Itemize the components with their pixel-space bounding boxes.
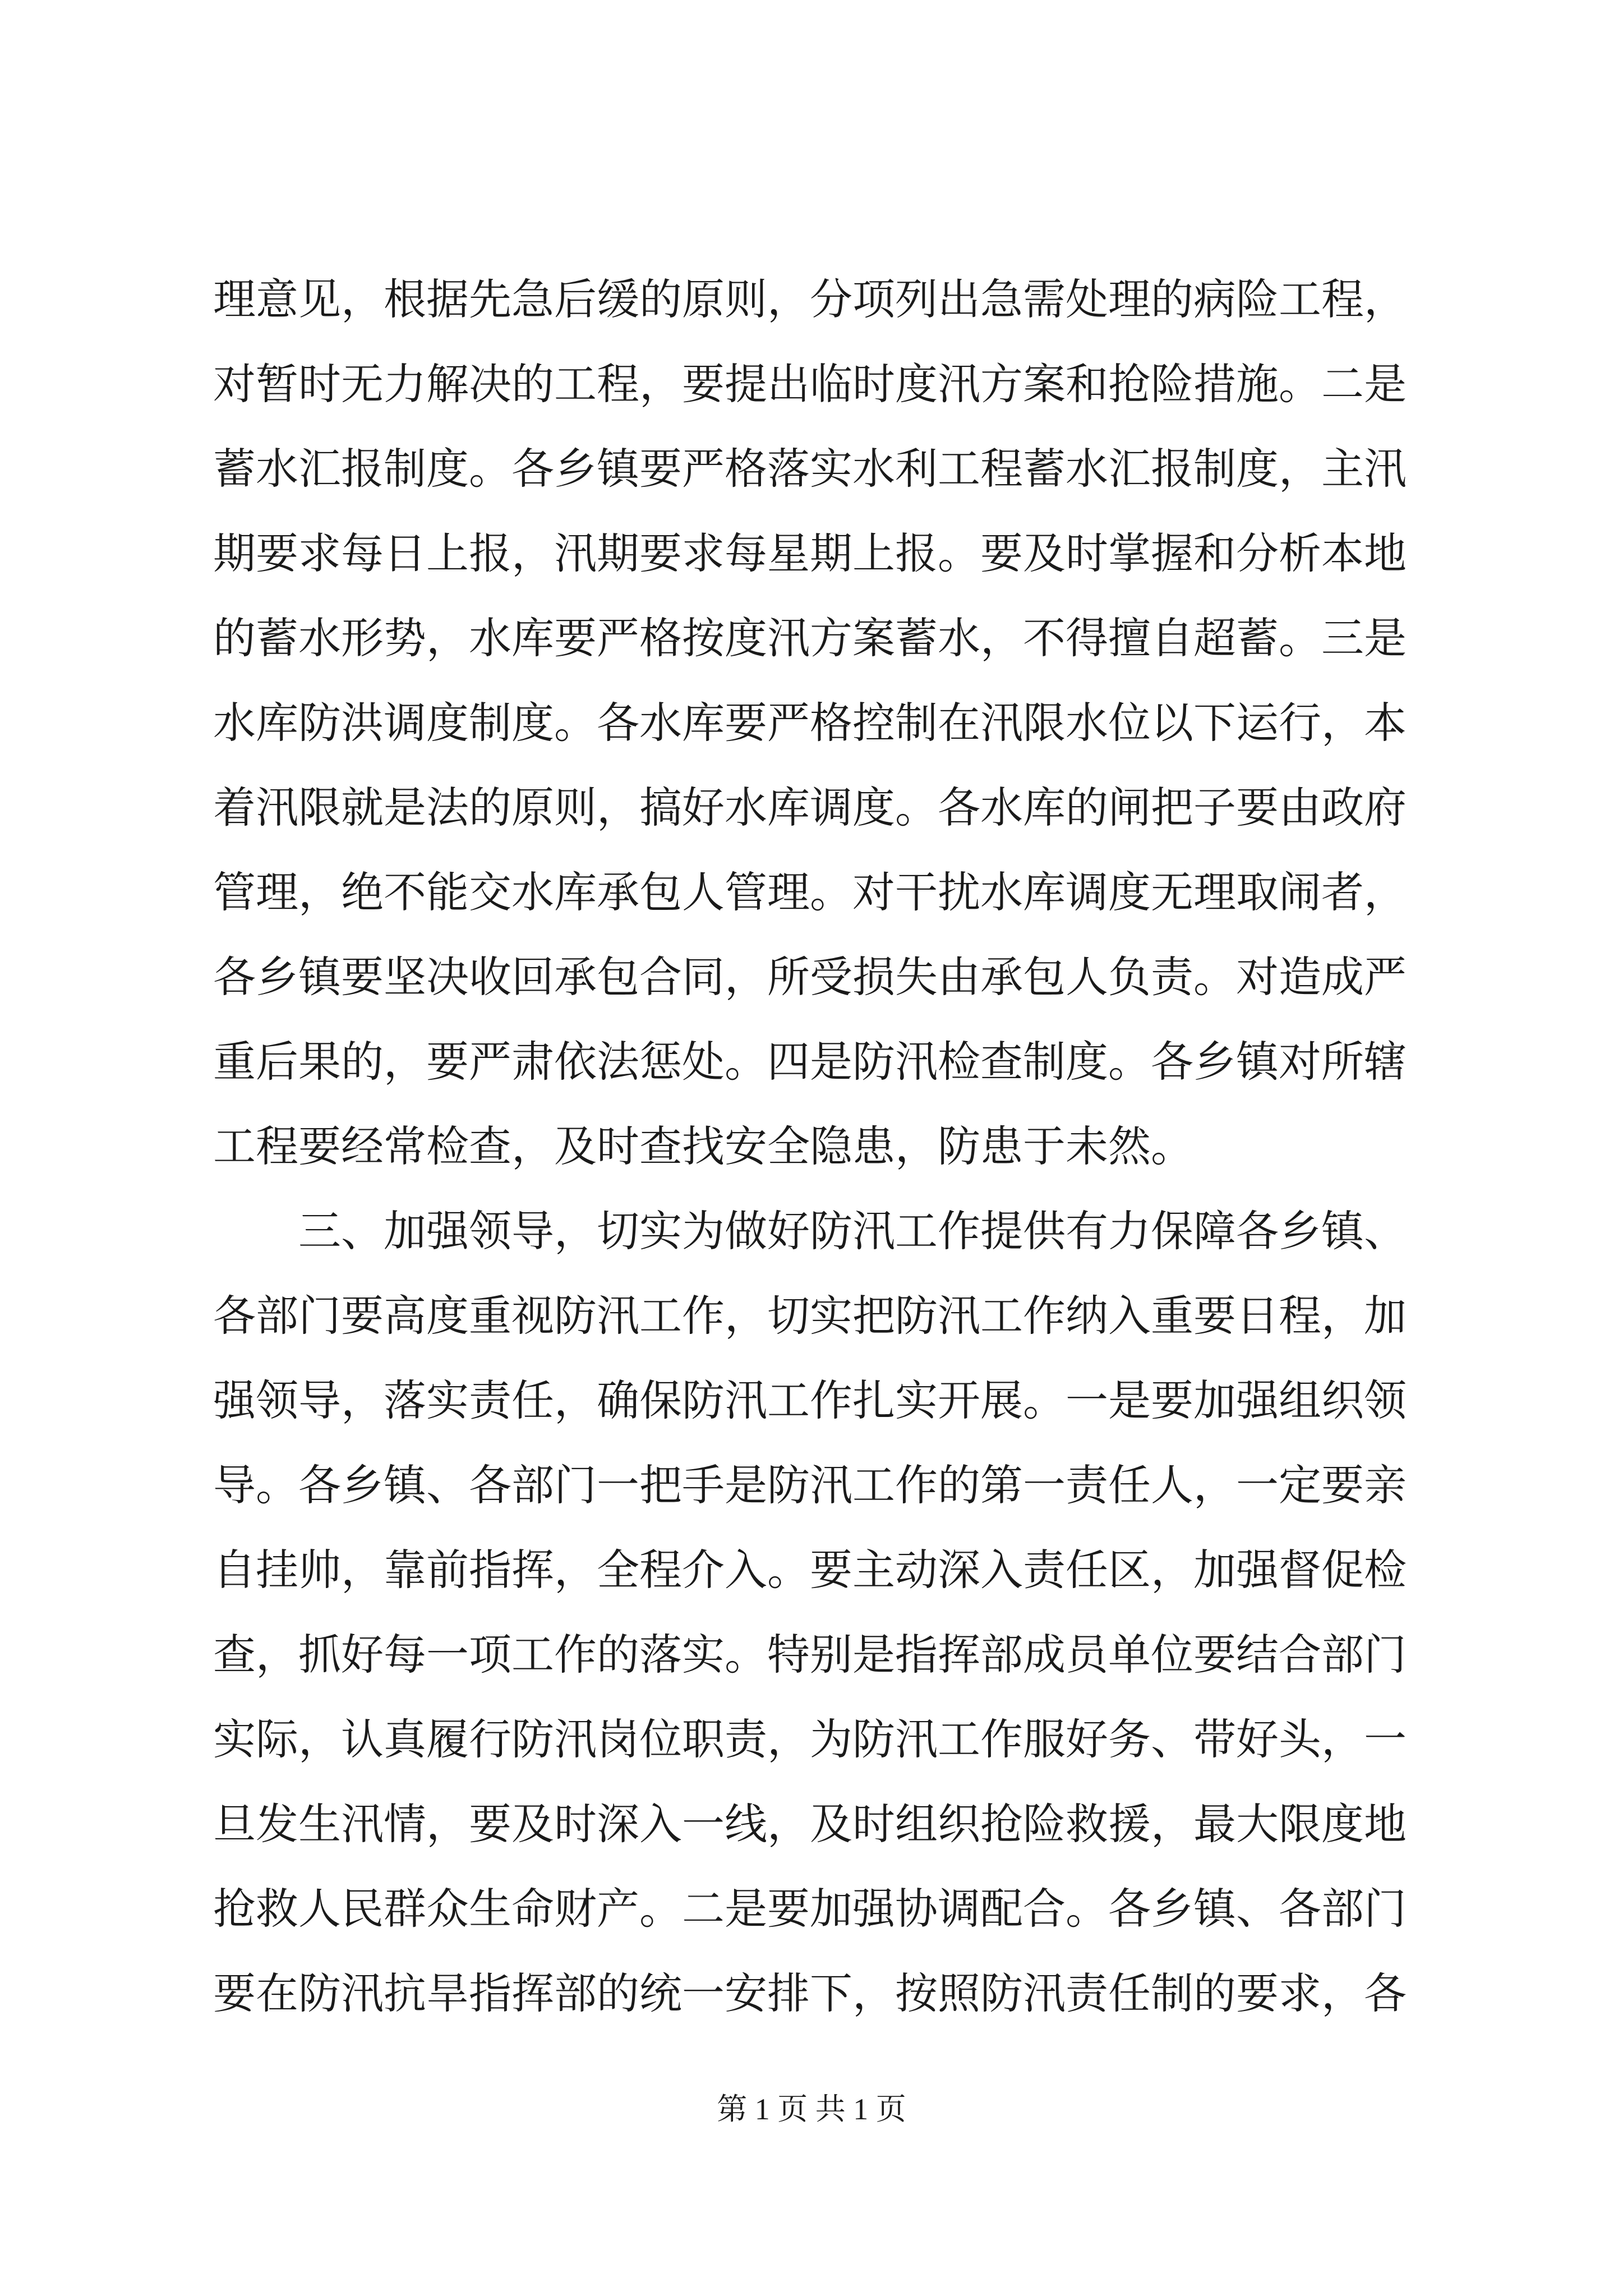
text-line: 期要求每日上报，汛期要求每星期上报。要及时掌握和分析本地 bbox=[213, 528, 1407, 578]
text-line: 重后果的，要严肃依法惩处。四是防汛检查制度。各乡镇对所辖 bbox=[213, 1037, 1407, 1087]
body-text bbox=[213, 257, 1410, 2036]
text-line: 旦发生汛情，要及时深入一线，及时组织抢险救援，最大限度地 bbox=[213, 1799, 1407, 1849]
text-line: 实际，认真履行防汛岗位职责，为防汛工作服好务、带好头，一 bbox=[213, 1714, 1407, 1764]
page-number-footer: 第 1 页 共 1 页 bbox=[717, 2092, 906, 2126]
text-line: 抢救人民群众生命财产。二是要加强协调配合。各乡镇、各部门 bbox=[213, 1884, 1407, 1934]
text-line: 工程要经常检查，及时查找安全隐患，防患于未然。 bbox=[213, 1121, 1193, 1171]
text-line: 查，抓好每一项工作的落实。特别是指挥部成员单位要结合部门 bbox=[213, 1630, 1407, 1680]
text-line: 自挂帅，靠前指挥，全程介入。要主动深入责任区，加强督促检 bbox=[213, 1545, 1407, 1595]
text-line: 强领导，落实责任，确保防汛工作扎实开展。一是要加强组织领 bbox=[213, 1375, 1407, 1425]
text-line: 各部门要高度重视防汛工作，切实把防汛工作纳入重要日程，加 bbox=[213, 1291, 1407, 1341]
text-line: 水库防洪调度制度。各水库要严格控制在汛限水位以下运行，本 bbox=[213, 698, 1407, 748]
text-line: 的蓄水形势，水库要严格按度汛方案蓄水，不得擅自超蓄。三是 bbox=[213, 613, 1407, 663]
text-line: 着汛限就是法的原则，搞好水库调度。各水库的闸把子要由政府 bbox=[213, 783, 1407, 832]
section-heading-line: 三、加强领导，切实为做好防汛工作提供有力保障各乡镇、 bbox=[213, 1206, 1407, 1256]
text-line: 理意见，根据先急后缓的原则，分项列出急需处理的病险工程， bbox=[213, 274, 1407, 324]
text-line: 管理，绝不能交水库承包人管理。对干扰水库调度无理取闹者， bbox=[213, 867, 1407, 917]
text-line: 各乡镇要坚决收回承包合同，所受损失由承包人负责。对造成严 bbox=[213, 952, 1407, 1002]
text-line: 要在防汛抗旱指挥部的统一安排下，按照防汛责任制的要求，各 bbox=[213, 1968, 1407, 2018]
text-line: 对暂时无力解决的工程，要提出临时度汛方案和抢险措施。二是 bbox=[213, 359, 1407, 409]
text-line: 导。各乡镇、各部门一把手是防汛工作的第一责任人，一定要亲 bbox=[213, 1460, 1407, 1510]
text-line: 蓄水汇报制度。各乡镇要严格落实水利工程蓄水汇报制度，主汛 bbox=[213, 444, 1407, 494]
